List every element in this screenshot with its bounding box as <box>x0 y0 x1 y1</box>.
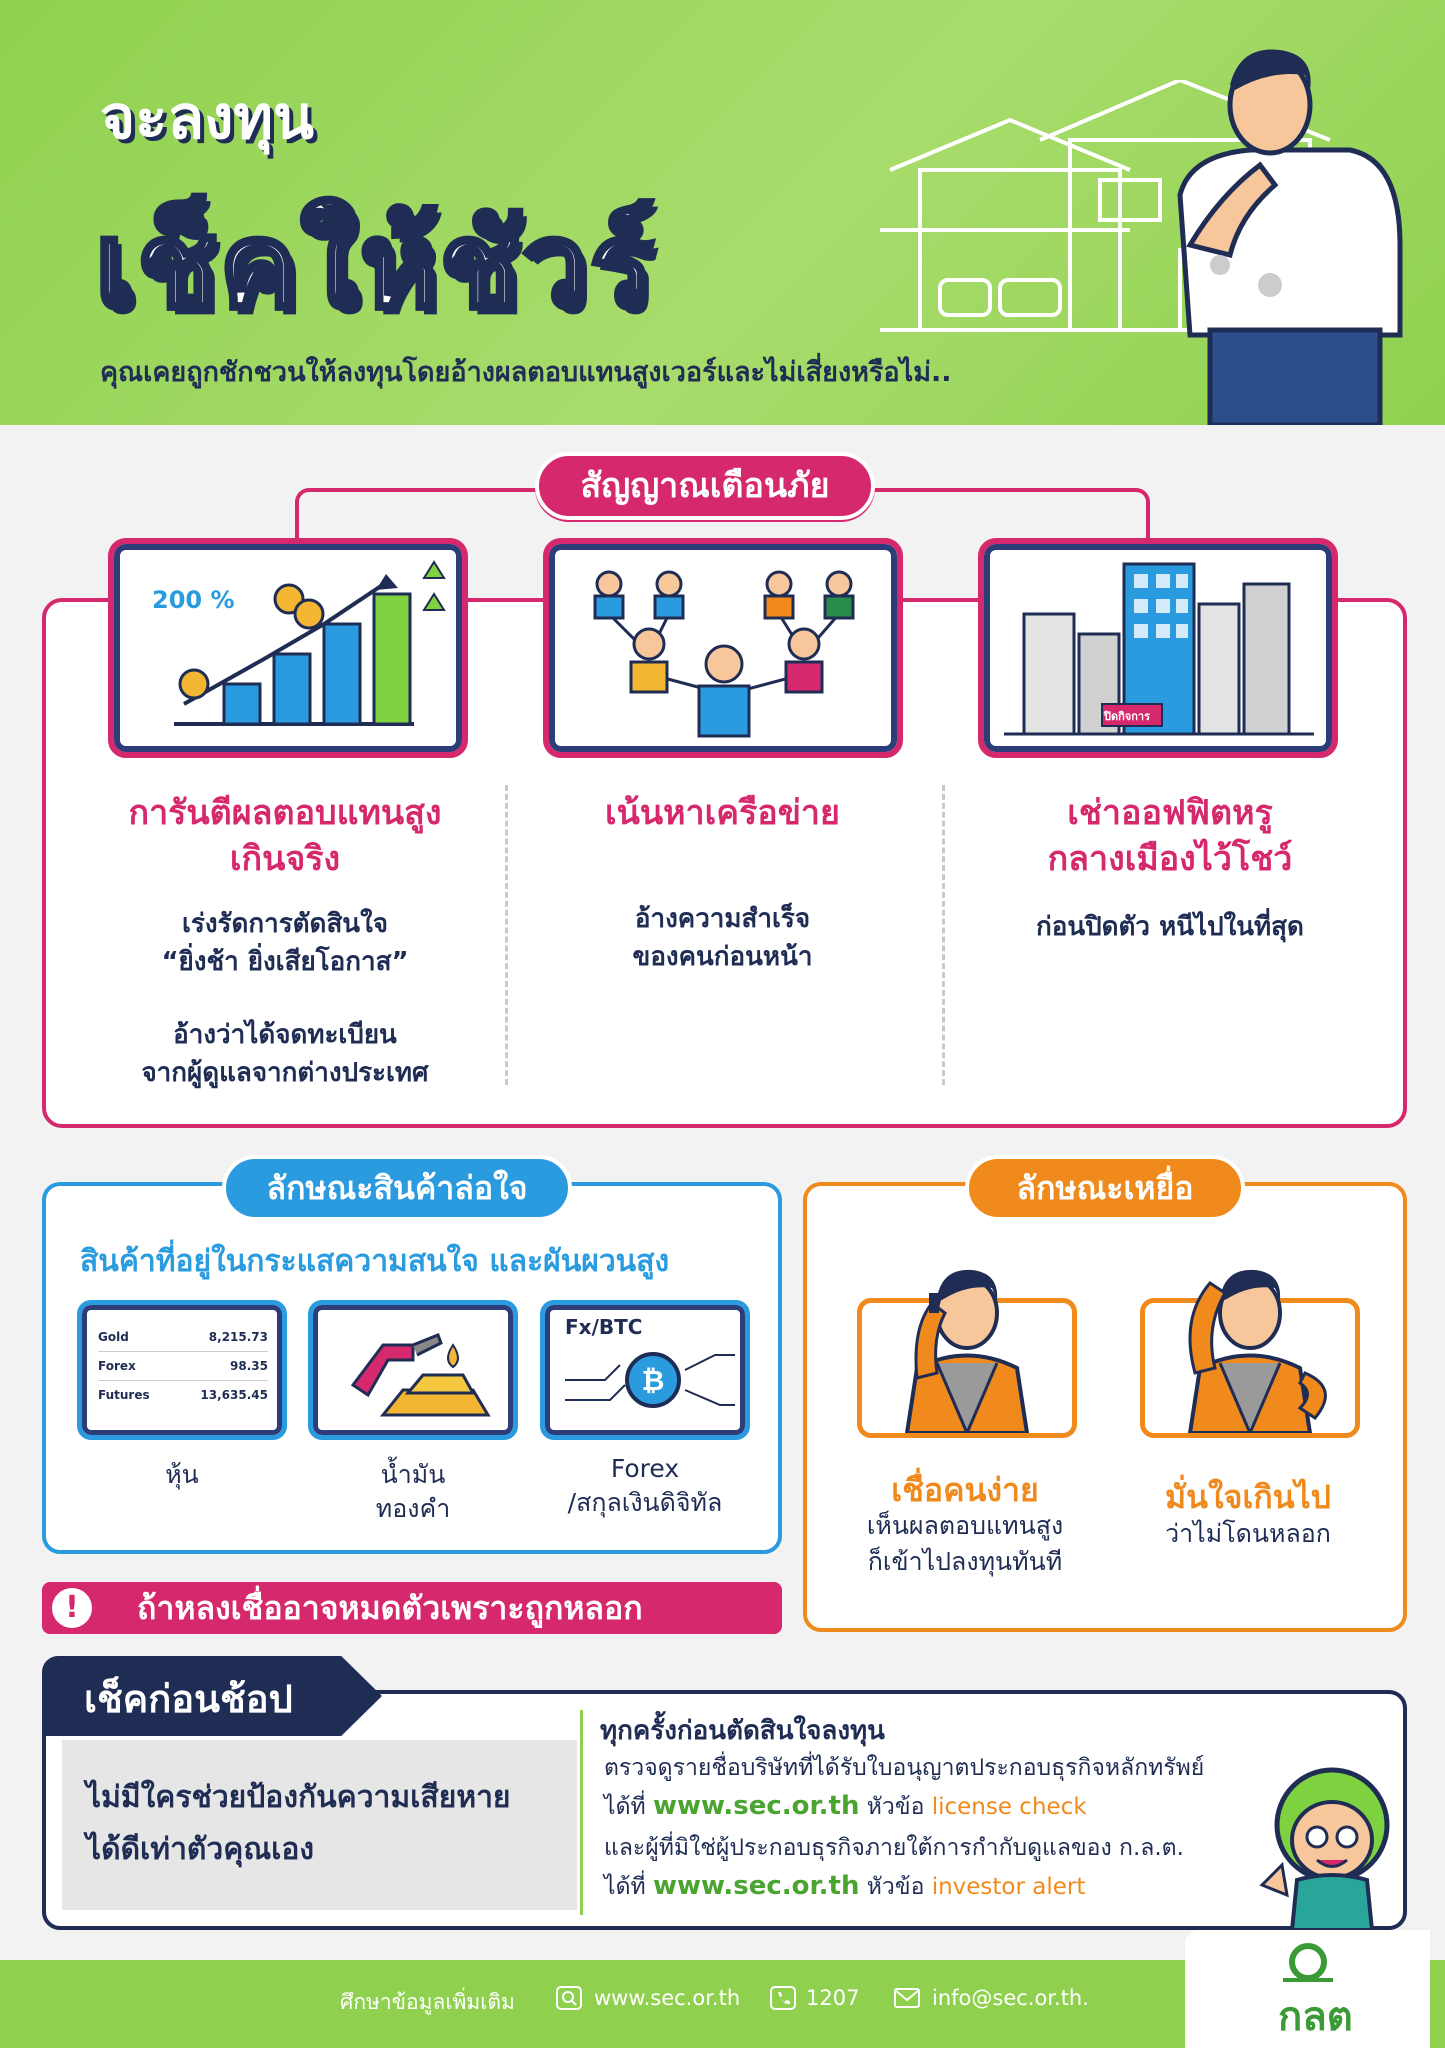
check-tab-label: เช็คก่อนช้อป <box>84 1677 293 1721</box>
sec-link[interactable]: www.sec.or.th <box>652 1791 860 1821</box>
ticker-row: Forex 98.35 <box>98 1352 268 1381</box>
ticker-list <box>98 1323 268 1409</box>
forex-btc-card <box>540 1300 750 1440</box>
footer-more: ศึกษาข้อมูลเพิ่มเติม <box>340 1990 515 2014</box>
confident-man-icon <box>1140 1258 1360 1433</box>
check-right-title: ทุกครั้งก่อนตัดสินใจลงทุน <box>600 1716 885 1746</box>
warning-title-2: เน้นหาเครือข่าย <box>605 793 840 833</box>
warning-text-2: อ้างความสำเร็จ ของคนก่อนหน้า <box>632 904 813 972</box>
mascot-icon <box>1252 1765 1402 1930</box>
product-label-forex: Forex /สกุลเงินดิจิทัล <box>567 1454 723 1517</box>
victim-title-1: เชื่อคนง่าย <box>891 1471 1039 1509</box>
victim-text-1: เห็นผลตอบแทนสูง ก็เข้าไปลงทุนทันที <box>866 1511 1064 1576</box>
product-label-oil-gold: น้ำมัน ทองคำ <box>375 1460 451 1523</box>
closed-sign: ปิดกิจการ <box>1104 710 1150 723</box>
oil-gold-card <box>308 1300 518 1440</box>
products-heading: ลักษณะสินค้าล่อใจ <box>222 1155 572 1221</box>
footer-email[interactable]: info@sec.or.th. <box>932 1986 1089 2010</box>
exclamation-icon: ! <box>52 1588 92 1628</box>
phone-icon <box>770 1986 796 2010</box>
check-row-2: ได้ที่ www.sec.or.th หัวข้อ license check <box>604 1791 1087 1821</box>
warning-text-1a: เร่งรัดการตัดสินใจ “ยิ่งช้า ยิ่งเสียโอกาส” <box>161 909 409 977</box>
warning-text-3: ก่อนปิดตัว หนีไปในที่สุด <box>1036 912 1304 942</box>
warning-text-1b: อ้างว่าได้จดทะเบียน จากผู้ดูแลจากต่างประเทศ <box>141 1020 429 1088</box>
check-row-1: ตรวจดูรายชื่อบริษัทที่ได้รับใบอนุญาตประกอบธุรกิจหลักทรัพย์ <box>604 1755 1205 1781</box>
city-office-card <box>978 538 1338 758</box>
fx-btc-label: Fx/BTC <box>565 1315 643 1339</box>
city-office-icon <box>984 544 1332 752</box>
network-people-icon <box>549 544 897 752</box>
page-title: เช็คให้ชัวร์ <box>95 196 656 334</box>
products-subheading: สินค้าที่อยู่ในกระแสความสนใจ และผันผวนสูง <box>80 1244 670 1279</box>
product-label-stock: หุ้น <box>165 1460 199 1489</box>
percent-badge: 200 % <box>152 586 235 614</box>
growth-chart-icon <box>114 544 462 752</box>
check-divider <box>580 1710 583 1915</box>
check-row-3: และผู้ที่มิใช่ผู้ประกอบธุรกิจภายใต้การกำกับดูแลของ ก.ล.ต. <box>604 1835 1184 1861</box>
check-row-4: ได้ที่ www.sec.or.th หัวข้อ investor alert <box>604 1871 1086 1901</box>
header-banner <box>0 0 1445 425</box>
header-pretitle: จะลงทุน <box>100 83 315 153</box>
header-subtitle: คุณเคยถูกชักชวนให้ลงทุนโดยอ้างผลตอบแทนสูงเวอร์และไม่เสี่ยงหรือไม่.. <box>100 357 952 388</box>
warning-heading: สัญญาณเตือนภัย <box>535 452 875 520</box>
mail-icon <box>894 1986 920 2010</box>
alert-text: ถ้าหลงเชื่ออาจหมดตัวเพราะถูกหลอก <box>137 1589 643 1627</box>
victim-card-1 <box>857 1298 1077 1438</box>
oil-gold-icon <box>313 1305 513 1435</box>
stock-ticker-card <box>77 1300 287 1440</box>
victim-heading: ลักษณะเหยื่อ <box>965 1155 1245 1221</box>
ticker-row: Futures 13,635.45 <box>98 1388 268 1402</box>
check-left-text: ไม่มีใครช่วยป้องกันความเสียหาย ได้ดีเท่าตัวคุณเอง <box>86 1780 511 1867</box>
sec-logo-mark <box>1278 1942 1338 1982</box>
worried-man-illustration <box>1150 45 1410 425</box>
search-icon <box>556 1986 582 2010</box>
ticker-row: Gold 8,215.73 <box>98 1323 268 1352</box>
sec-link[interactable]: www.sec.or.th <box>652 1871 860 1901</box>
footer-web[interactable]: www.sec.or.th <box>594 1986 741 2010</box>
phone-man-icon <box>857 1258 1077 1433</box>
warning-title-1: การันตีผลตอบแทนสูง เกินจริง <box>128 793 442 879</box>
victim-card-2 <box>1140 1298 1360 1438</box>
warning-title-3: เช่าออฟฟิตหรู กลางเมืองไว้โชว์ <box>1047 793 1293 879</box>
sec-logo-text: กลต <box>1278 1994 1353 2040</box>
svg-text:₿: ₿ <box>641 1364 665 1397</box>
network-card <box>543 538 903 758</box>
alert-bar <box>42 1582 782 1634</box>
growth-chart-card <box>108 538 468 758</box>
victim-text-2: ว่าไม่โดนหลอก <box>1165 1519 1331 1548</box>
victim-title-2: มั่นใจเกินไป <box>1165 1478 1331 1516</box>
footer-phone[interactable]: 1207 <box>806 1986 860 2010</box>
